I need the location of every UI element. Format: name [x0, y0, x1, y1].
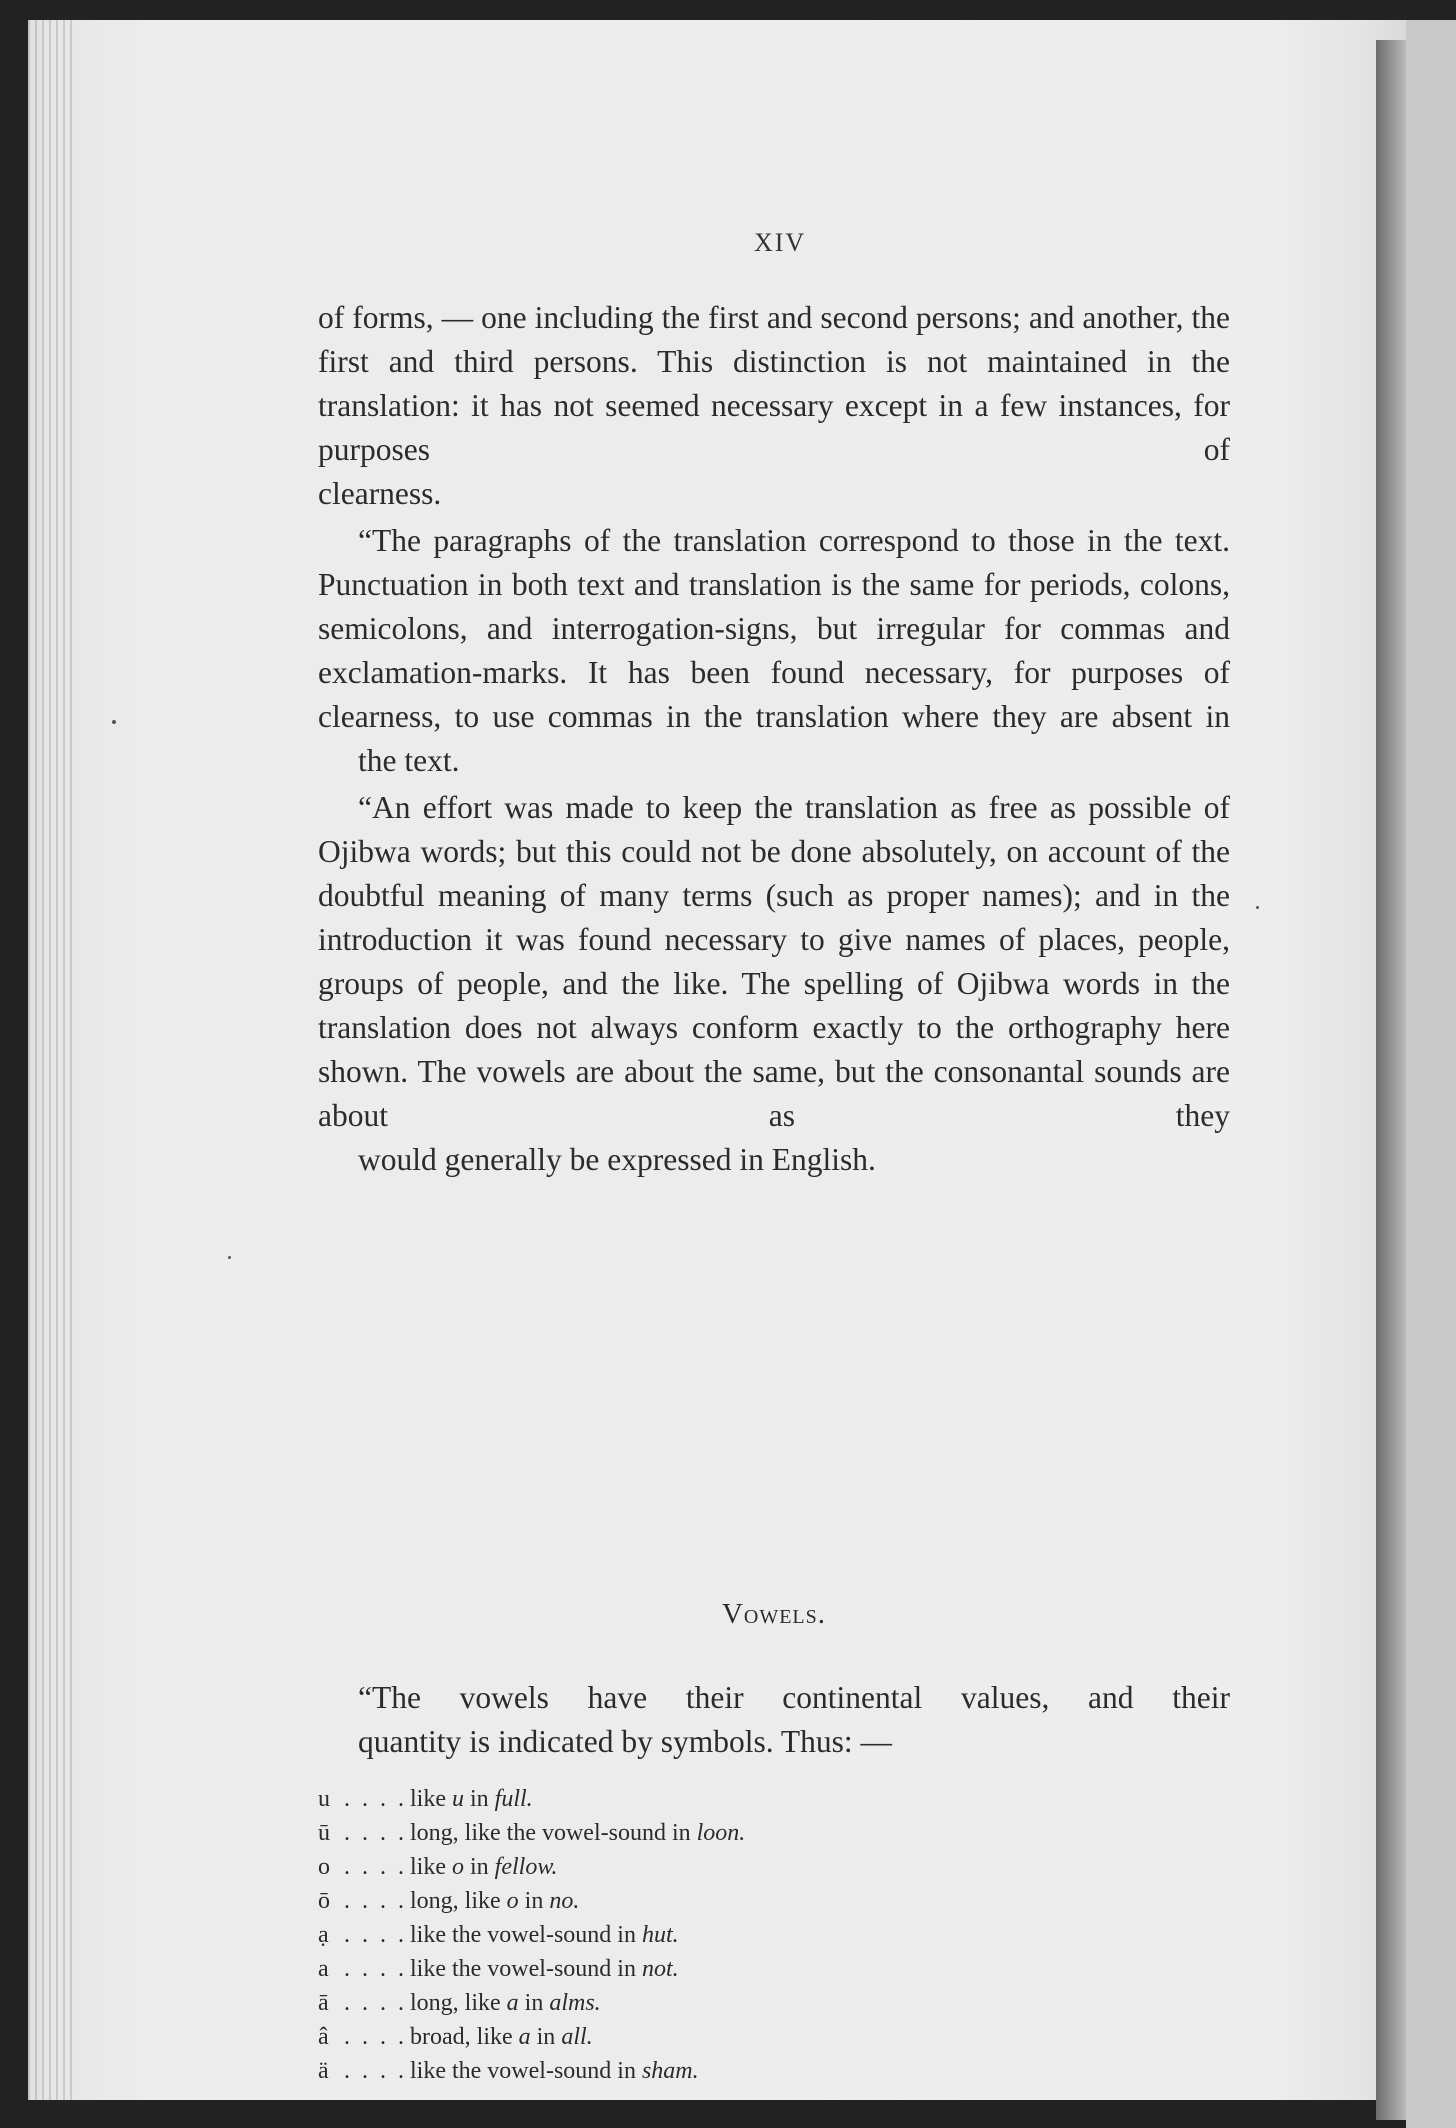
page-number: XIV	[754, 228, 807, 257]
leader-dots: . . . .	[344, 1888, 407, 1914]
vowel-row	[318, 2020, 1230, 2054]
vowel-row	[318, 1850, 1230, 1884]
vowel-description: broad, like a in all.	[410, 2024, 593, 2050]
vowel-description: like the vowel-sound in sham.	[410, 2058, 699, 2084]
paragraph-body: “The vowels have their continental values, and their	[358, 1680, 1230, 1715]
paragraph-last-line: clearness.	[318, 476, 442, 511]
vowel-symbol: ä	[318, 2058, 329, 2084]
vowel-description: like the vowel-sound in hut.	[410, 1922, 679, 1948]
paragraph-body: of forms, — one including the first and second persons; and another, the first and third persons. This distinction is not maintained in the translation: it has not seemed necessary except in a few instances, for purposes of	[318, 300, 1230, 467]
paragraph-last-line: would generally be expressed in English.	[358, 1142, 876, 1177]
book-gutter	[1376, 40, 1406, 2120]
vowel-description: long, like the vowel-sound in loon.	[410, 1820, 746, 1846]
leader-dots: . . . .	[344, 1956, 407, 1982]
vowel-table	[318, 1782, 1230, 2088]
paragraph-body: “The paragraphs of the translation correspond to those in the text. Punctuation in both text and translation is the same for periods, colons, semicolons, and interrogation-signs, but irregular for commas and exclamation-marks. It has been found necessary, for purposes of clearness, to use commas in the translation where they are absent in	[318, 523, 1230, 734]
section-heading-vowels: Vowels.	[721, 1598, 827, 1630]
vowel-row	[318, 1918, 1230, 1952]
paragraph-body: “An effort was made to keep the translation as free as possible of Ojibwa words; but this could not be done absolutely, on account of the doubtful meaning of many terms (such as proper names); and in the introduction it was found necessary to give names of places, people, groups of people, and the like. The spelling of Ojibwa words in the translation does not always conform exactly to the orthography here shown. The vowels are about the same, but the consonantal sounds are about as they	[318, 790, 1230, 1133]
vowel-description: like the vowel-sound in not.	[410, 1956, 679, 1982]
vowel-symbol: ā	[318, 1990, 329, 2016]
leader-dots: . . . .	[344, 1990, 407, 2016]
vowel-symbol: ū	[318, 1820, 330, 1846]
page-edges	[28, 20, 72, 2100]
paper-speck	[1256, 906, 1259, 909]
vowels-intro	[318, 1676, 1230, 1764]
leader-dots: . . . .	[344, 1786, 407, 1812]
vowel-row	[318, 1816, 1230, 1850]
text-block	[318, 296, 1230, 2084]
vowel-symbol: ạ	[318, 1922, 329, 1948]
adjacent-page-edge	[1406, 20, 1456, 2128]
vowel-description: like u in full.	[410, 1786, 533, 1812]
vowel-row	[318, 1884, 1230, 1918]
leader-dots: . . . .	[344, 2058, 407, 2084]
paper-speck	[112, 720, 116, 724]
vowel-row	[318, 1952, 1230, 1986]
paper-speck	[228, 1256, 231, 1259]
paragraph-2	[318, 519, 1230, 783]
vowel-row	[318, 2054, 1230, 2088]
leader-dots: . . . .	[344, 1922, 407, 1948]
vowel-row	[318, 1782, 1230, 1816]
leader-dots: . . . .	[344, 1854, 407, 1880]
vowel-row	[318, 1986, 1230, 2020]
vowel-description: long, like a in alms.	[410, 1990, 601, 2016]
leader-dots: . . . .	[344, 1820, 407, 1846]
paragraph-1	[318, 296, 1230, 516]
vowel-symbol: a	[318, 1956, 329, 1982]
vowel-symbol: ō	[318, 1888, 330, 1914]
paragraph-last-line: quantity is indicated by symbols. Thus: —	[358, 1724, 893, 1759]
vowel-description: long, like o in no.	[410, 1888, 580, 1914]
vowel-description: like o in fellow.	[410, 1854, 558, 1880]
vowel-symbol: u	[318, 1786, 330, 1812]
paragraph-3	[318, 786, 1230, 1182]
paragraph-last-line: the text.	[358, 743, 460, 778]
vowel-symbol: â	[318, 2024, 329, 2050]
leader-dots: . . . .	[344, 2024, 407, 2050]
vowel-symbol: o	[318, 1854, 330, 1880]
